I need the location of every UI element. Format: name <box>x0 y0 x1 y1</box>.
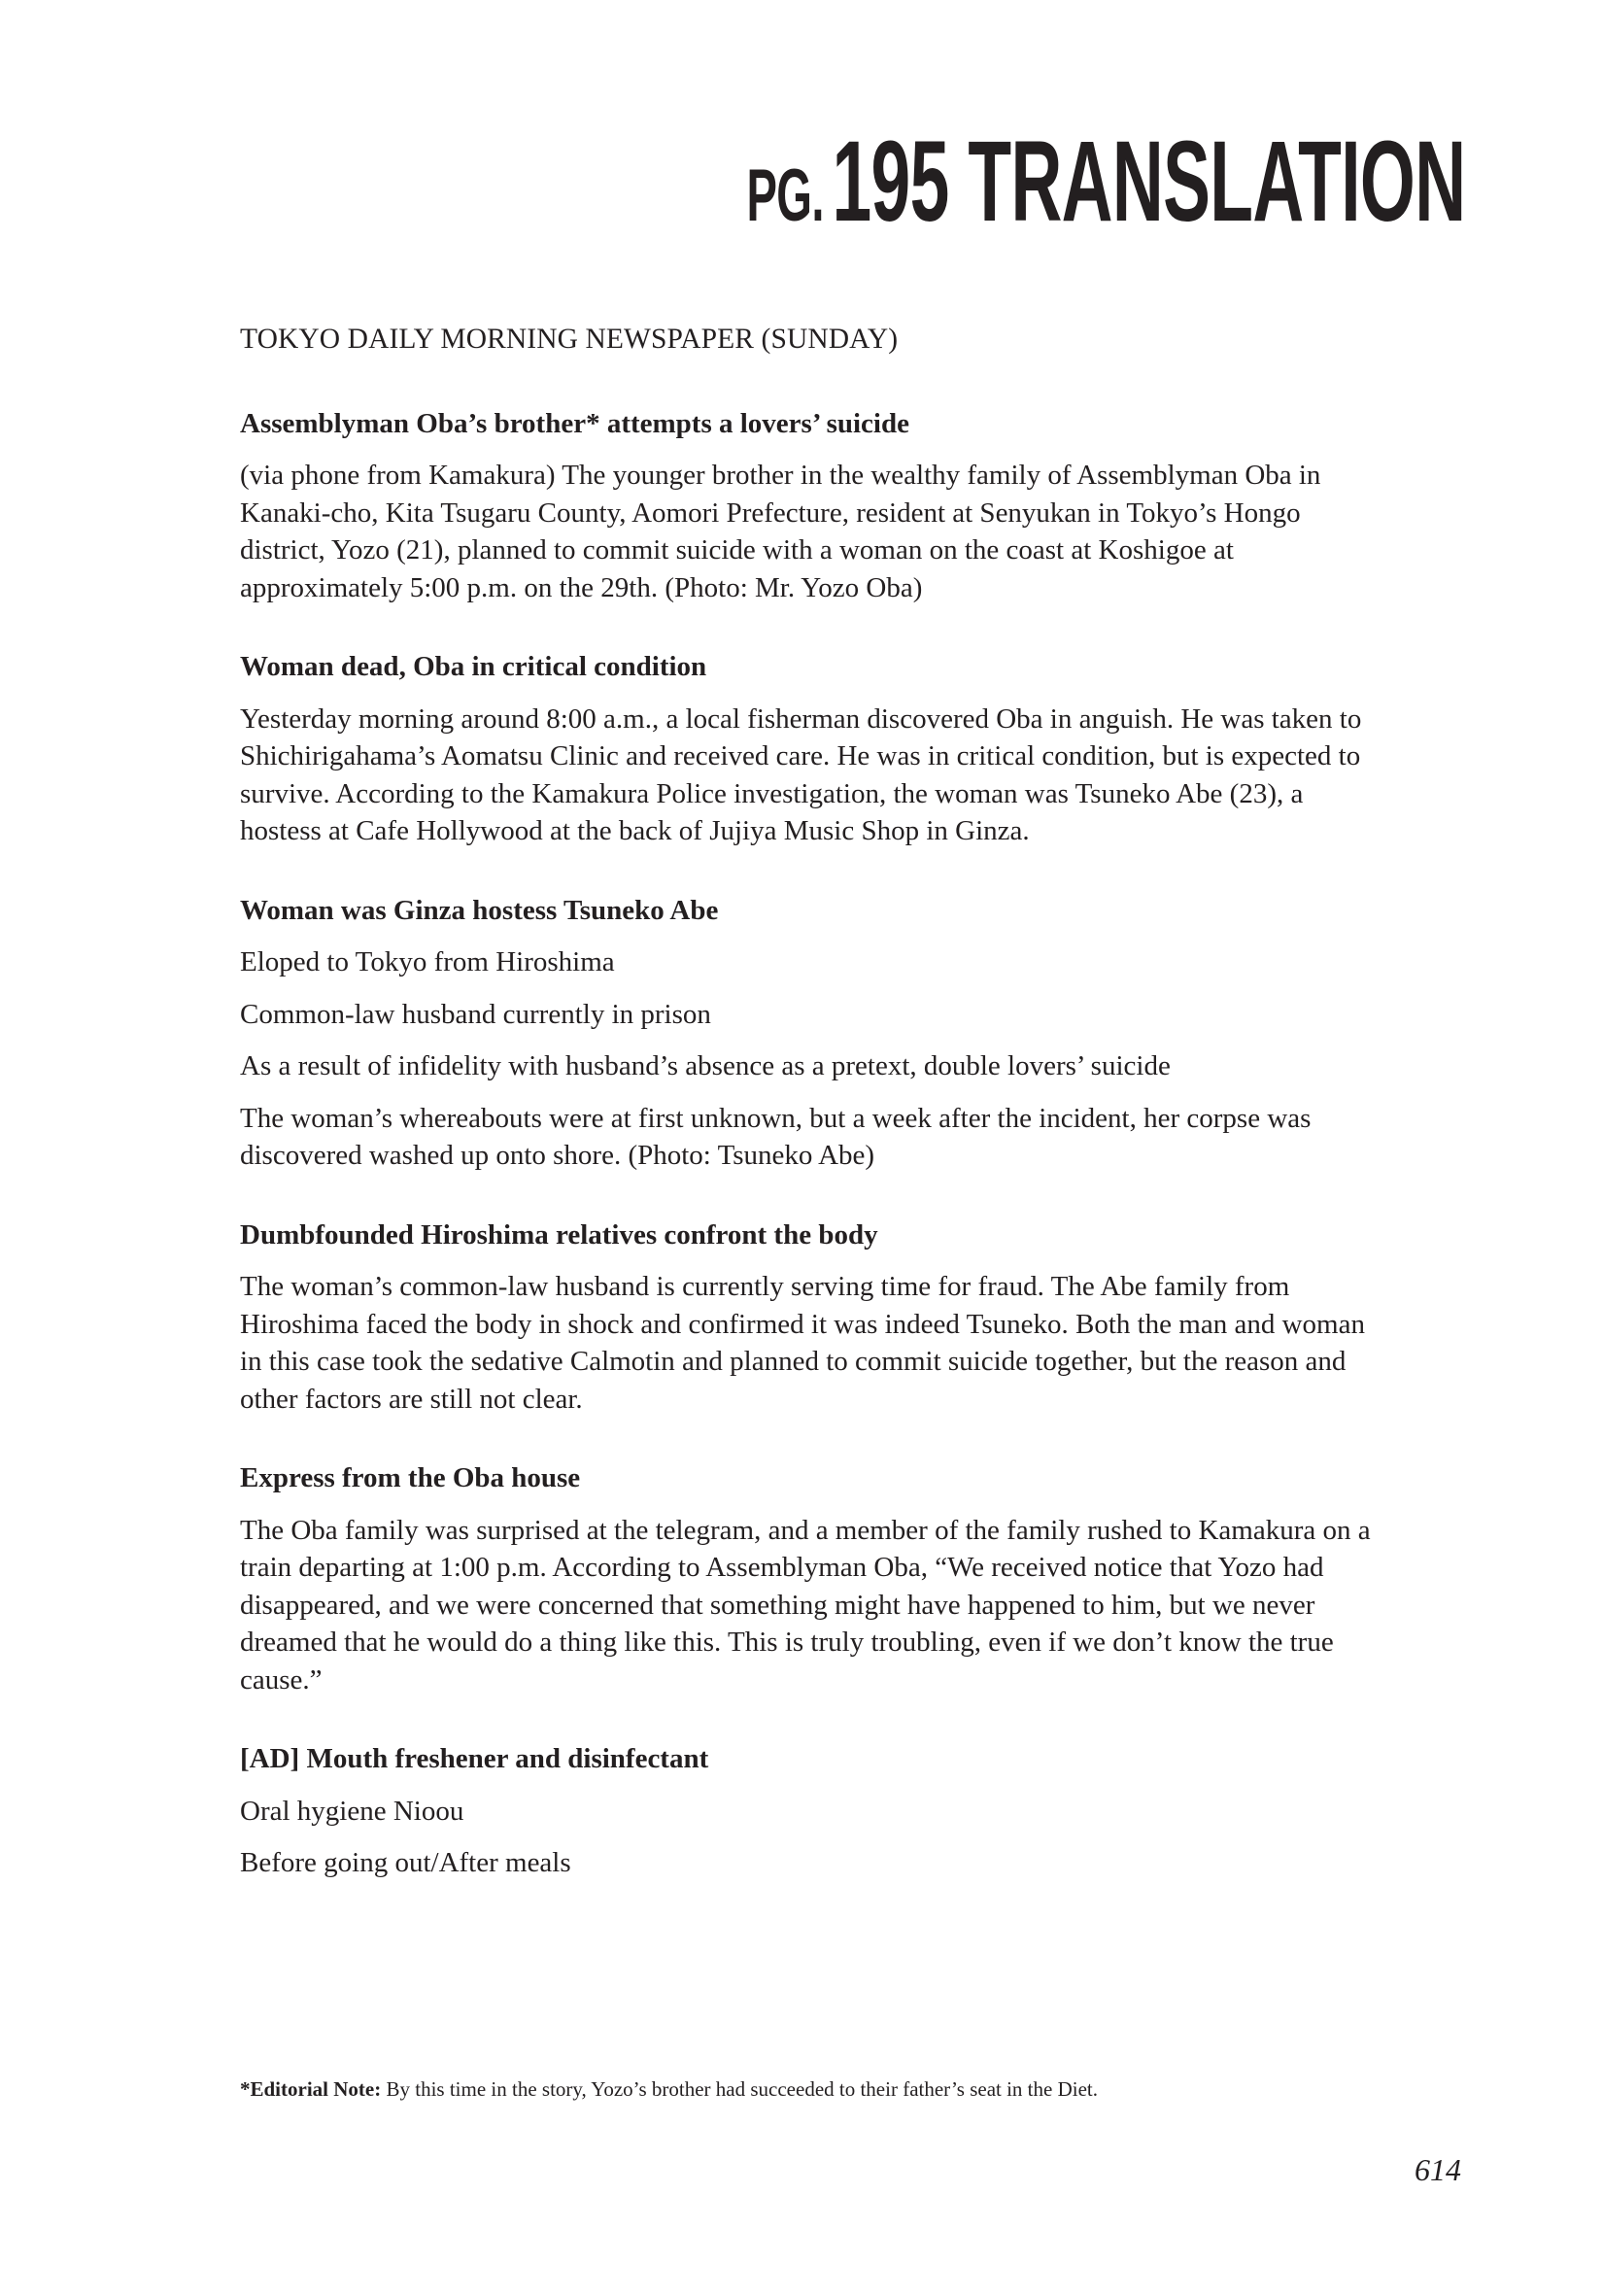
advertisement-section <box>240 1740 1386 1882</box>
section-headline: Express from the Oba house <box>240 1462 581 1493</box>
section-paragraph: The woman’s whereabouts were at first unknown, but a week after the incident, her corpse was discovered washed up onto shore. (Photo: Tsuneko Abe) <box>240 1102 1312 1171</box>
editorial-footnote <box>240 2075 1386 2103</box>
ad-headline: [AD] Mouth freshener and disinfectant <box>240 1743 709 1774</box>
page-title <box>746 118 1465 246</box>
footnote-label: *Editorial Note: <box>240 2077 382 2101</box>
page-number: 614 <box>1415 2152 1461 2187</box>
article-section <box>240 405 1386 607</box>
section-paragraph: The Oba family was surprised at the telegram, and a member of the family rushed to Kamakura on a train departing at 1:00 p.m. According to Assemblyman Oba, “We received notice that Yozo had disappeared, and we were concerned that something might have happened to him, but we never dreamed that he would do a thing like this. This is truly troubling, even if we don’t know the true cause.” <box>240 1514 1371 1696</box>
section-paragraph: Common-law husband currently in prison <box>240 998 711 1030</box>
section-paragraph: (via phone from Kamakura) The younger brother in the wealthy family of Assemblyman Oba in Kanaki-cho, Kita Tsugaru County, Aomori Prefecture, resident at Senyukan in Tokyo’s Hongo district, Yozo (21), planned to commit suicide with a woman on the coast at Koshigoe at approximately 5:00 p.m. on the 29th. (Photo: Mr. Yozo Oba) <box>240 460 1321 603</box>
section-headline: Woman was Ginza hostess Tsuneko Abe <box>240 894 719 926</box>
section-paragraph: The woman’s common-law husband is currently serving time for fraud. The Abe family from Hiroshima faced the body in shock and confirmed it was indeed Tsuneko. Both the man and woman in this case took the sedative Calmotin and planned to commit suicide together, but the reason and other factors are still not clear. <box>240 1271 1365 1415</box>
section-headline: Woman dead, Oba in critical condition <box>240 651 707 682</box>
section-headline: Dumbfounded Hiroshima relatives confront the body <box>240 1218 878 1251</box>
article-section <box>240 648 1386 850</box>
section-paragraph: Eloped to Tokyo from Hiroshima <box>240 946 615 977</box>
ad-line: Before going out/After meals <box>240 1847 571 1878</box>
page-title-main: 195 TRANSLATION <box>832 118 1465 246</box>
footnote-text: By this time in the story, Yozo’s brother had succeeded to their father’s seat in the Diet. <box>381 2077 1098 2101</box>
article-section <box>240 1217 1386 1419</box>
newspaper-name: TOKYO DAILY MORNING NEWSPAPER (SUNDAY) <box>240 324 899 355</box>
page-title-prefix: PG. <box>746 154 824 237</box>
article-section <box>240 892 1386 1175</box>
section-paragraph: As a result of infidelity with husband’s absence as a pretext, double lovers’ suicide <box>240 1050 1171 1081</box>
section-paragraph: Yesterday morning around 8:00 a.m., a local fisherman discovered Oba in anguish. He was taken to Shichirigahama’s Aomatsu Clinic and received care. He was in critical condition, but is expected to survive. According to the Kamakura Police investigation, the woman was Tsuneko Abe (23), a hostess at Cafe Hollywood at the back of Jujiya Music Shop in Ginza. <box>240 703 1362 846</box>
ad-line: Oral hygiene Nioou <box>240 1795 464 1827</box>
article-section <box>240 1459 1386 1698</box>
section-headline: Assemblyman Oba’s brother* attempts a lovers’ suicide <box>240 407 909 439</box>
article-content <box>240 321 1386 1924</box>
